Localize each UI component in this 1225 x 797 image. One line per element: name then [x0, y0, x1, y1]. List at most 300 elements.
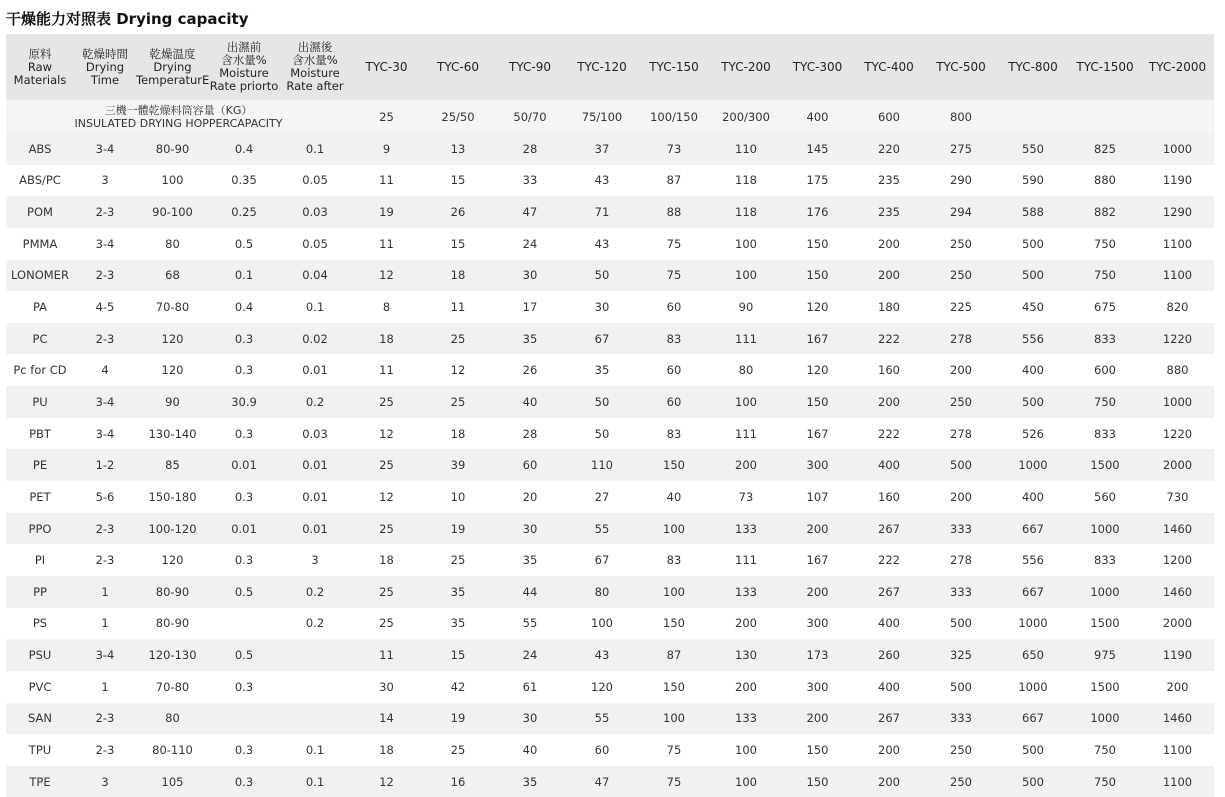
capacity-value-cell: 30 [494, 260, 566, 292]
capacity-value-cell: 250 [925, 228, 997, 260]
capacity-value-cell: 35 [422, 608, 494, 640]
capacity-value-cell: 250 [925, 766, 997, 797]
capacity-value-cell: 130 [710, 639, 782, 671]
capacity-value-cell: 1000 [997, 608, 1069, 640]
capacity-value-cell: 25 [422, 544, 494, 576]
capacity-value-cell: 100 [710, 386, 782, 418]
capacity-value-cell: 275 [925, 133, 997, 165]
capacity-value-cell: 300 [782, 449, 853, 481]
capacity-value-cell: 18 [351, 544, 422, 576]
header-row [6, 34, 1214, 100]
capacity-value-cell: 55 [494, 608, 566, 640]
capacity-value-cell: 750 [1069, 228, 1141, 260]
drying-temp-cell: 90-100 [136, 196, 209, 228]
table-row [6, 671, 1214, 703]
material-cell: PPO [6, 513, 74, 545]
capacity-cell: 600 [853, 100, 925, 133]
capacity-value-cell: 750 [1069, 734, 1141, 766]
material-cell: PET [6, 481, 74, 513]
capacity-value-cell: 25 [351, 513, 422, 545]
moisture-after-cell: 0.04 [279, 260, 351, 292]
capacity-value-cell: 13 [422, 133, 494, 165]
capacity-value-cell: 1000 [1069, 703, 1141, 735]
capacity-value-cell: 39 [422, 449, 494, 481]
capacity-value-cell: 19 [422, 703, 494, 735]
capacity-value-cell: 1500 [1069, 449, 1141, 481]
capacity-value-cell: 100 [638, 576, 710, 608]
capacity-value-cell: 18 [351, 734, 422, 766]
drying-time-cell: 2-3 [74, 323, 136, 355]
capacity-value-cell: 30 [494, 703, 566, 735]
drying-time-cell: 4 [74, 354, 136, 386]
capacity-value-cell: 35 [494, 544, 566, 576]
material-cell: PMMA [6, 228, 74, 260]
capacity-value-cell: 222 [853, 544, 925, 576]
capacity-value-cell: 600 [1069, 354, 1141, 386]
capacity-value-cell: 12 [422, 354, 494, 386]
capacity-value-cell: 35 [494, 323, 566, 355]
table-row [6, 260, 1214, 292]
drying-time-cell: 2-3 [74, 513, 136, 545]
capacity-value-cell: 1000 [1141, 386, 1214, 418]
drying-time-cell: 4-5 [74, 291, 136, 323]
capacity-value-cell: 1190 [1141, 165, 1214, 197]
table-row [6, 386, 1214, 418]
moisture-after-cell: 0.02 [279, 323, 351, 355]
capacity-value-cell: 167 [782, 323, 853, 355]
capacity-value-cell: 83 [638, 418, 710, 450]
capacity-cell: 25 [351, 100, 422, 133]
capacity-value-cell: 80 [710, 354, 782, 386]
capacity-value-cell: 500 [997, 228, 1069, 260]
capacity-value-cell: 1000 [1069, 513, 1141, 545]
capacity-value-cell: 1100 [1141, 260, 1214, 292]
capacity-cell: 50/70 [494, 100, 566, 133]
capacity-value-cell: 145 [782, 133, 853, 165]
material-cell: ABS/PC [6, 165, 74, 197]
hopper-capacity-label: 三機一體乾燥料筒容量（KG） INSULATED DRYING HOPPERCAPACITY [6, 100, 351, 133]
capacity-value-cell: 333 [925, 513, 997, 545]
table-row [6, 703, 1214, 735]
capacity-value-cell: 550 [997, 133, 1069, 165]
drying-time-cell: 2-3 [74, 196, 136, 228]
capacity-value-cell: 40 [638, 481, 710, 513]
capacity-value-cell: 50 [566, 418, 638, 450]
moisture-after-cell [279, 639, 351, 671]
capacity-value-cell: 222 [853, 323, 925, 355]
capacity-value-cell: 200 [782, 513, 853, 545]
capacity-value-cell: 200 [853, 228, 925, 260]
capacity-value-cell: 150 [782, 766, 853, 797]
capacity-value-cell: 882 [1069, 196, 1141, 228]
capacity-value-cell: 12 [351, 766, 422, 797]
moisture-after-cell: 0.1 [279, 291, 351, 323]
capacity-value-cell: 87 [638, 165, 710, 197]
capacity-value-cell: 825 [1069, 133, 1141, 165]
capacity-value-cell: 1460 [1141, 576, 1214, 608]
moisture-before-cell: 0.3 [209, 766, 279, 797]
capacity-value-cell: 75 [638, 228, 710, 260]
capacity-value-cell: 173 [782, 639, 853, 671]
capacity-value-cell: 18 [422, 260, 494, 292]
capacity-value-cell: 25 [351, 386, 422, 418]
capacity-value-cell: 235 [853, 196, 925, 228]
drying-temp-cell: 80 [136, 703, 209, 735]
moisture-after-cell [279, 703, 351, 735]
capacity-cell: 25/50 [422, 100, 494, 133]
material-cell: POM [6, 196, 74, 228]
capacity-value-cell: 111 [710, 544, 782, 576]
capacity-value-cell: 80 [566, 576, 638, 608]
capacity-value-cell: 25 [351, 449, 422, 481]
capacity-value-cell: 100 [638, 513, 710, 545]
header-material: 原料 Raw Materials [6, 34, 74, 100]
drying-capacity-table [6, 34, 1214, 797]
capacity-value-cell: 15 [422, 639, 494, 671]
moisture-before-cell: 0.3 [209, 481, 279, 513]
capacity-value-cell: 556 [997, 323, 1069, 355]
drying-time-cell: 2-3 [74, 734, 136, 766]
capacity-value-cell: 400 [997, 354, 1069, 386]
capacity-value-cell: 294 [925, 196, 997, 228]
capacity-value-cell: 2000 [1141, 449, 1214, 481]
capacity-value-cell: 111 [710, 323, 782, 355]
capacity-value-cell: 55 [566, 513, 638, 545]
header-model: TYC-90 [494, 34, 566, 100]
capacity-value-cell: 11 [351, 354, 422, 386]
capacity-value-cell: 150 [638, 449, 710, 481]
capacity-cell: 400 [782, 100, 853, 133]
material-cell: PE [6, 449, 74, 481]
capacity-value-cell: 400 [997, 481, 1069, 513]
drying-time-cell: 1 [74, 576, 136, 608]
capacity-value-cell: 11 [351, 165, 422, 197]
capacity-value-cell: 267 [853, 513, 925, 545]
capacity-value-cell: 200 [853, 734, 925, 766]
capacity-value-cell: 820 [1141, 291, 1214, 323]
capacity-value-cell: 1190 [1141, 639, 1214, 671]
capacity-value-cell: 18 [351, 323, 422, 355]
capacity-value-cell: 500 [997, 260, 1069, 292]
capacity-value-cell: 27 [566, 481, 638, 513]
capacity-value-cell: 1200 [1141, 544, 1214, 576]
capacity-value-cell: 675 [1069, 291, 1141, 323]
capacity-cell: 75/100 [566, 100, 638, 133]
capacity-value-cell: 200 [710, 671, 782, 703]
capacity-value-cell: 278 [925, 323, 997, 355]
capacity-value-cell: 176 [782, 196, 853, 228]
capacity-value-cell: 17 [494, 291, 566, 323]
capacity-cell [997, 100, 1069, 133]
capacity-value-cell: 500 [925, 671, 997, 703]
capacity-value-cell: 73 [710, 481, 782, 513]
capacity-value-cell: 107 [782, 481, 853, 513]
capacity-value-cell: 556 [997, 544, 1069, 576]
drying-time-cell: 3-4 [74, 639, 136, 671]
material-cell: TPU [6, 734, 74, 766]
drying-temp-cell: 70-80 [136, 291, 209, 323]
capacity-value-cell: 100 [710, 228, 782, 260]
drying-time-cell: 1-2 [74, 449, 136, 481]
capacity-value-cell: 25 [422, 386, 494, 418]
capacity-value-cell: 35 [566, 354, 638, 386]
drying-temp-cell: 80-90 [136, 608, 209, 640]
moisture-before-cell: 0.25 [209, 196, 279, 228]
capacity-value-cell: 833 [1069, 544, 1141, 576]
table-row [6, 354, 1214, 386]
capacity-value-cell: 25 [351, 608, 422, 640]
capacity-value-cell: 150 [782, 260, 853, 292]
moisture-after-cell: 0.2 [279, 386, 351, 418]
capacity-value-cell: 300 [782, 671, 853, 703]
table-row [6, 639, 1214, 671]
table-row [6, 576, 1214, 608]
capacity-value-cell: 118 [710, 165, 782, 197]
capacity-value-cell: 333 [925, 703, 997, 735]
moisture-before-cell: 30.9 [209, 386, 279, 418]
material-cell: Pc for CD [6, 354, 74, 386]
drying-temp-cell: 120 [136, 354, 209, 386]
material-cell: PU [6, 386, 74, 418]
drying-time-cell: 2-3 [74, 544, 136, 576]
capacity-value-cell: 61 [494, 671, 566, 703]
moisture-after-cell: 0.05 [279, 165, 351, 197]
capacity-value-cell: 750 [1069, 386, 1141, 418]
moisture-before-cell: 0.5 [209, 639, 279, 671]
capacity-value-cell: 526 [997, 418, 1069, 450]
capacity-value-cell: 25 [422, 734, 494, 766]
capacity-cell: 100/150 [638, 100, 710, 133]
material-cell: PI [6, 544, 74, 576]
moisture-after-cell: 0.03 [279, 418, 351, 450]
capacity-value-cell: 43 [566, 165, 638, 197]
capacity-value-cell: 235 [853, 165, 925, 197]
capacity-value-cell: 1220 [1141, 323, 1214, 355]
capacity-value-cell: 150 [782, 386, 853, 418]
capacity-value-cell: 590 [997, 165, 1069, 197]
capacity-value-cell: 50 [566, 386, 638, 418]
drying-time-cell: 2-3 [74, 260, 136, 292]
capacity-value-cell: 200 [853, 766, 925, 797]
capacity-value-cell: 500 [997, 766, 1069, 797]
capacity-value-cell: 150 [782, 228, 853, 260]
header-model: TYC-1500 [1069, 34, 1141, 100]
moisture-after-cell: 3 [279, 544, 351, 576]
material-cell: ABS [6, 133, 74, 165]
capacity-value-cell: 1460 [1141, 703, 1214, 735]
capacity-value-cell: 87 [638, 639, 710, 671]
drying-time-cell: 3-4 [74, 228, 136, 260]
capacity-value-cell: 650 [997, 639, 1069, 671]
capacity-value-cell: 200 [782, 703, 853, 735]
capacity-value-cell: 35 [422, 576, 494, 608]
drying-time-cell: 5-6 [74, 481, 136, 513]
drying-temp-cell: 150-180 [136, 481, 209, 513]
capacity-value-cell: 167 [782, 544, 853, 576]
header-model: TYC-500 [925, 34, 997, 100]
capacity-value-cell: 19 [422, 513, 494, 545]
capacity-value-cell: 83 [638, 323, 710, 355]
material-cell: PA [6, 291, 74, 323]
moisture-before-cell: 0.3 [209, 734, 279, 766]
drying-temp-cell: 80-110 [136, 734, 209, 766]
table-row [6, 734, 1214, 766]
header-model: TYC-60 [422, 34, 494, 100]
moisture-after-cell: 0.1 [279, 766, 351, 797]
capacity-value-cell: 43 [566, 228, 638, 260]
capacity-value-cell: 11 [422, 291, 494, 323]
capacity-value-cell: 833 [1069, 418, 1141, 450]
capacity-value-cell: 267 [853, 703, 925, 735]
drying-temp-cell: 100-120 [136, 513, 209, 545]
moisture-after-cell [279, 671, 351, 703]
moisture-before-cell: 0.01 [209, 449, 279, 481]
capacity-cell: 800 [925, 100, 997, 133]
capacity-cell [1141, 100, 1214, 133]
capacity-value-cell: 33 [494, 165, 566, 197]
capacity-value-cell: 15 [422, 228, 494, 260]
capacity-value-cell: 150 [638, 608, 710, 640]
capacity-value-cell: 30 [494, 513, 566, 545]
header-drying-temperature: 乾燥温度 Drying TemperaturE [136, 34, 209, 100]
capacity-value-cell: 90 [710, 291, 782, 323]
table-row [6, 418, 1214, 450]
table-row [6, 133, 1214, 165]
header-drying-time: 乾燥時間 Drying Time [74, 34, 136, 100]
capacity-value-cell: 150 [638, 671, 710, 703]
drying-temp-cell: 100 [136, 165, 209, 197]
capacity-value-cell: 42 [422, 671, 494, 703]
moisture-after-cell: 0.01 [279, 354, 351, 386]
capacity-value-cell: 1220 [1141, 418, 1214, 450]
capacity-value-cell: 167 [782, 418, 853, 450]
capacity-value-cell: 120 [782, 291, 853, 323]
capacity-value-cell: 47 [566, 766, 638, 797]
capacity-value-cell: 200 [710, 449, 782, 481]
moisture-before-cell [209, 608, 279, 640]
moisture-before-cell: 0.35 [209, 165, 279, 197]
capacity-value-cell: 18 [422, 418, 494, 450]
capacity-value-cell: 60 [638, 354, 710, 386]
capacity-value-cell: 500 [997, 734, 1069, 766]
drying-temp-cell: 70-80 [136, 671, 209, 703]
capacity-value-cell: 111 [710, 418, 782, 450]
material-cell: SAN [6, 703, 74, 735]
drying-temp-cell: 68 [136, 260, 209, 292]
table-row [6, 481, 1214, 513]
drying-temp-cell: 85 [136, 449, 209, 481]
capacity-value-cell: 400 [853, 449, 925, 481]
drying-time-cell: 3 [74, 766, 136, 797]
capacity-value-cell: 75 [638, 734, 710, 766]
capacity-value-cell: 60 [638, 386, 710, 418]
moisture-before-cell: 0.3 [209, 544, 279, 576]
capacity-value-cell: 30 [566, 291, 638, 323]
header-moisture-before: 出濕前 含水量% Moisture Rate priorto [209, 34, 279, 100]
capacity-value-cell: 1000 [997, 449, 1069, 481]
capacity-value-cell: 40 [494, 734, 566, 766]
moisture-before-cell: 0.1 [209, 260, 279, 292]
drying-time-cell: 1 [74, 671, 136, 703]
material-cell: PS [6, 608, 74, 640]
material-cell: PVC [6, 671, 74, 703]
capacity-value-cell: 10 [422, 481, 494, 513]
capacity-value-cell: 500 [925, 608, 997, 640]
capacity-value-cell: 1000 [997, 671, 1069, 703]
table-row [6, 766, 1214, 797]
capacity-value-cell: 28 [494, 418, 566, 450]
capacity-value-cell: 500 [925, 449, 997, 481]
capacity-value-cell: 75 [638, 260, 710, 292]
capacity-value-cell: 325 [925, 639, 997, 671]
drying-temp-cell: 120 [136, 544, 209, 576]
capacity-cell: 200/300 [710, 100, 782, 133]
capacity-value-cell: 200 [925, 354, 997, 386]
moisture-before-cell: 0.5 [209, 576, 279, 608]
header-moisture-after: 出濕後 含水量% Moisture Rate after [279, 34, 351, 100]
header-model: TYC-400 [853, 34, 925, 100]
capacity-value-cell: 160 [853, 481, 925, 513]
capacity-value-cell: 11 [351, 639, 422, 671]
capacity-value-cell: 150 [782, 734, 853, 766]
header-model: TYC-30 [351, 34, 422, 100]
drying-temp-cell: 120-130 [136, 639, 209, 671]
capacity-value-cell: 200 [710, 608, 782, 640]
capacity-value-cell: 222 [853, 418, 925, 450]
table-row [6, 449, 1214, 481]
moisture-after-cell: 0.1 [279, 734, 351, 766]
capacity-value-cell: 1000 [1069, 576, 1141, 608]
capacity-value-cell: 560 [1069, 481, 1141, 513]
capacity-value-cell: 333 [925, 576, 997, 608]
capacity-value-cell: 24 [494, 639, 566, 671]
capacity-value-cell: 110 [710, 133, 782, 165]
material-cell: PSU [6, 639, 74, 671]
table-row [6, 291, 1214, 323]
capacity-value-cell: 1100 [1141, 766, 1214, 797]
capacity-value-cell: 16 [422, 766, 494, 797]
table-row [6, 196, 1214, 228]
table-row [6, 323, 1214, 355]
capacity-value-cell: 75 [638, 766, 710, 797]
capacity-value-cell: 8 [351, 291, 422, 323]
drying-temp-cell: 80-90 [136, 576, 209, 608]
moisture-after-cell: 0.01 [279, 513, 351, 545]
capacity-value-cell: 60 [638, 291, 710, 323]
capacity-value-cell: 14 [351, 703, 422, 735]
capacity-value-cell: 250 [925, 260, 997, 292]
capacity-value-cell: 11 [351, 228, 422, 260]
capacity-value-cell: 12 [351, 418, 422, 450]
capacity-value-cell: 15 [422, 165, 494, 197]
capacity-value-cell: 35 [494, 766, 566, 797]
capacity-value-cell: 2000 [1141, 608, 1214, 640]
drying-time-cell: 1 [74, 608, 136, 640]
moisture-after-cell: 0.01 [279, 481, 351, 513]
moisture-before-cell: 0.3 [209, 354, 279, 386]
material-cell: PBT [6, 418, 74, 450]
moisture-before-cell: 0.3 [209, 323, 279, 355]
capacity-value-cell: 88 [638, 196, 710, 228]
moisture-after-cell: 0.03 [279, 196, 351, 228]
capacity-value-cell: 12 [351, 481, 422, 513]
drying-temp-cell: 130-140 [136, 418, 209, 450]
capacity-value-cell: 55 [566, 703, 638, 735]
material-cell: LONOMER [6, 260, 74, 292]
page-title: 干燥能力对照表 Drying capacity [6, 10, 249, 28]
capacity-value-cell: 83 [638, 544, 710, 576]
capacity-cell [1069, 100, 1141, 133]
